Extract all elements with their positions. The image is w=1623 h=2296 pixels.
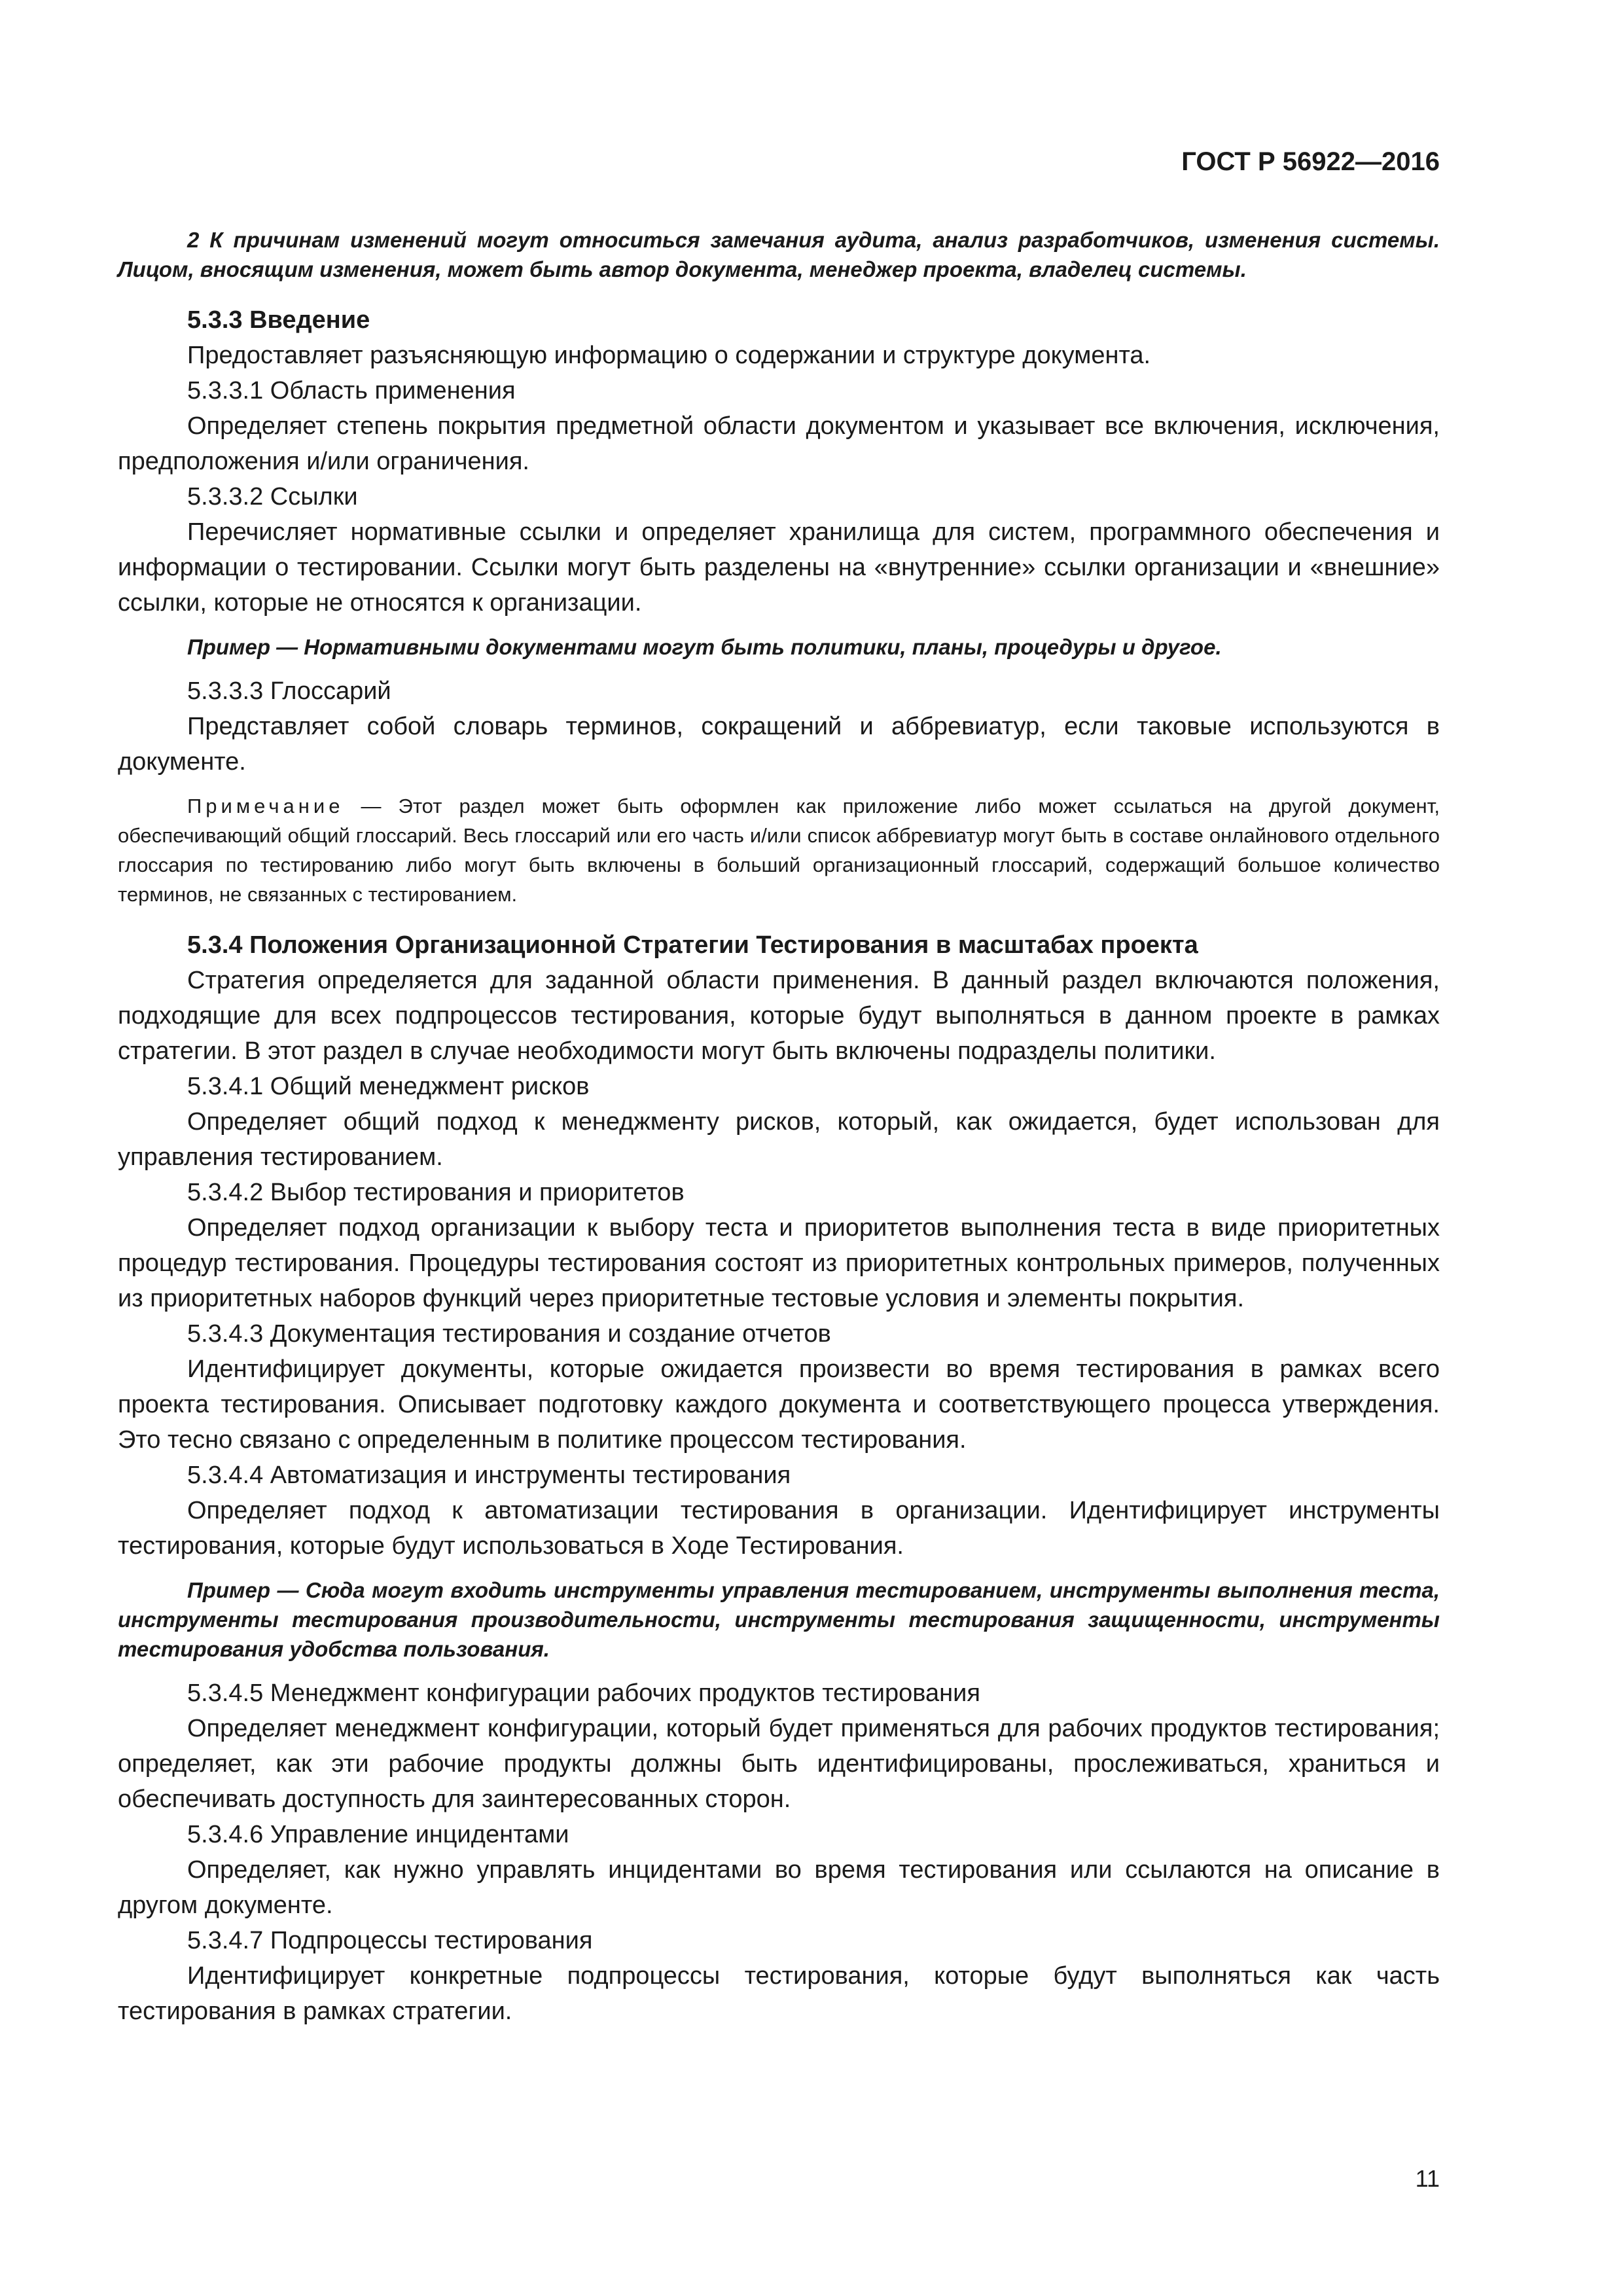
paragraph: Определяет, как нужно управлять инцидентами во время тестирования или ссылаются на описание в другом документе. <box>118 1856 1440 1919</box>
paragraph: Определяет подход организации к выбору теста и приоритетов выполнения теста в виде приоритетных процедур тестирования. Процедуры тестирования состоят из приоритетных контрольных примеров, полученных из приоритетных наборов функций через приоритетные тестовые условия и элементы покрытия. <box>118 1214 1440 1312</box>
subsection-heading-5-3-3-2: 5.3.3.2 Ссылки <box>187 483 358 511</box>
subsection-heading-5-3-4-2: 5.3.4.2 Выбор тестирования и приоритетов <box>187 1179 685 1206</box>
paragraph: Представляет собой словарь терминов, сокращений и аббревиатур, если таковые используются в документе. <box>118 713 1440 776</box>
note-paragraph <box>118 791 1440 909</box>
paragraph: Предоставляет разъясняющую информацию о содержании и структуре документа. <box>187 342 1151 369</box>
subsection-heading-5-3-4-4: 5.3.4.4 Автоматизация и инструменты тестирования <box>187 1462 791 1489</box>
paragraph: Определяет подход к автоматизации тестирования в организации. Идентифицирует инструменты тестирования, которые будут использоваться в Ходе Тестирования. <box>118 1497 1440 1560</box>
note-paragraph: 2 К причинам изменений могут относиться замечания аудита, анализ разработчиков, изменения системы. Лицом, вносящим изменения, может быть автор документа, менеджер проекта, владелец системы. <box>118 228 1440 281</box>
subsection-heading-5-3-3-3: 5.3.3.3 Глоссарий <box>187 677 391 705</box>
section-heading-5-3-4: 5.3.4 Положения Организационной Стратегии Тестирования в масштабах проекта <box>187 931 1198 959</box>
subsection-heading-5-3-4-7: 5.3.4.7 Подпроцессы тестирования <box>187 1927 593 1954</box>
example-paragraph: Пример — Нормативными документами могут быть политики, планы, процедуры и другое. <box>187 635 1222 659</box>
subsection-heading-5-3-4-1: 5.3.4.1 Общий менеджмент рисков <box>187 1073 590 1100</box>
subsection-heading-5-3-4-5: 5.3.4.5 Менеджмент конфигурации рабочих продуктов тестирования <box>187 1679 980 1707</box>
subsection-heading-5-3-4-6: 5.3.4.6 Управление инцидентами <box>187 1821 569 1848</box>
paragraph: Перечисляет нормативные ссылки и определяет хранилища для систем, программного обеспечения и информации о тестировании. Ссылки могут быть разделены на «внутренние» ссылки организации и «внешние» ссылки, которые не относятся к организации. <box>118 518 1440 617</box>
paragraph: Определяет менеджмент конфигурации, который будет применяться для рабочих продуктов тестирования; определяет, как эти рабочие продукты должны быть идентифицированы, прослеживаться, храниться и обеспечивать доступность для заинтересованных сторон. <box>118 1715 1440 1813</box>
page-number: 11 <box>1415 2165 1440 2192</box>
document-body <box>118 225 1440 2029</box>
example-paragraph: Пример — Сюда могут входить инструменты управления тестированием, инструменты выполнения теста, инструменты тестирования производительности, инструменты тестирования защищенности, инструменты тестирования удобства пользования. <box>118 1578 1440 1661</box>
paragraph: Идентифицирует документы, которые ожидается произвести во время тестирования в рамках всего проекта тестирования. Описывает подготовку каждого документа и соответствующего процесса утверждения. Это тесно связано с определенным в политике процессом тестирования. <box>118 1355 1440 1454</box>
paragraph: Стратегия определяется для заданной области применения. В данный раздел включаются положения, подходящие для всех подпроцессов тестирования, которые будут выполняться в данном проекте в рамках стратегии. В этот раздел в случае необходимости могут быть включены подразделы политики. <box>118 967 1440 1065</box>
note-text: — Этот раздел может быть оформлен как приложение либо может ссылаться на другой документ, обеспечивающий общий глоссарий. Весь глоссарий или его часть и/или список аббревиатур могут быть в составе онлайнового отдельного глоссария по тестированию либо могут быть включены в больший организационный глоссарий, содержащий большое количество терминов, не связанных с тестированием. <box>118 795 1440 906</box>
paragraph: Определяет степень покрытия предметной области документом и указывает все включения, исключения, предположения и/или ограничения. <box>118 412 1440 475</box>
paragraph: Определяет общий подход к менеджменту рисков, который, как ожидается, будет использован для управления тестированием. <box>118 1108 1440 1171</box>
note-label: Примечание <box>187 795 344 817</box>
paragraph: Идентифицирует конкретные подпроцессы тестирования, которые будут выполняться как часть тестирования в рамках стратегии. <box>118 1962 1440 2025</box>
section-heading-5-3-3: 5.3.3 Введение <box>187 306 370 334</box>
document-id-header: ГОСТ Р 56922—2016 <box>1181 147 1440 176</box>
subsection-heading-5-3-3-1: 5.3.3.1 Область применения <box>187 377 516 404</box>
subsection-heading-5-3-4-3: 5.3.4.3 Документация тестирования и создание отчетов <box>187 1320 831 1348</box>
